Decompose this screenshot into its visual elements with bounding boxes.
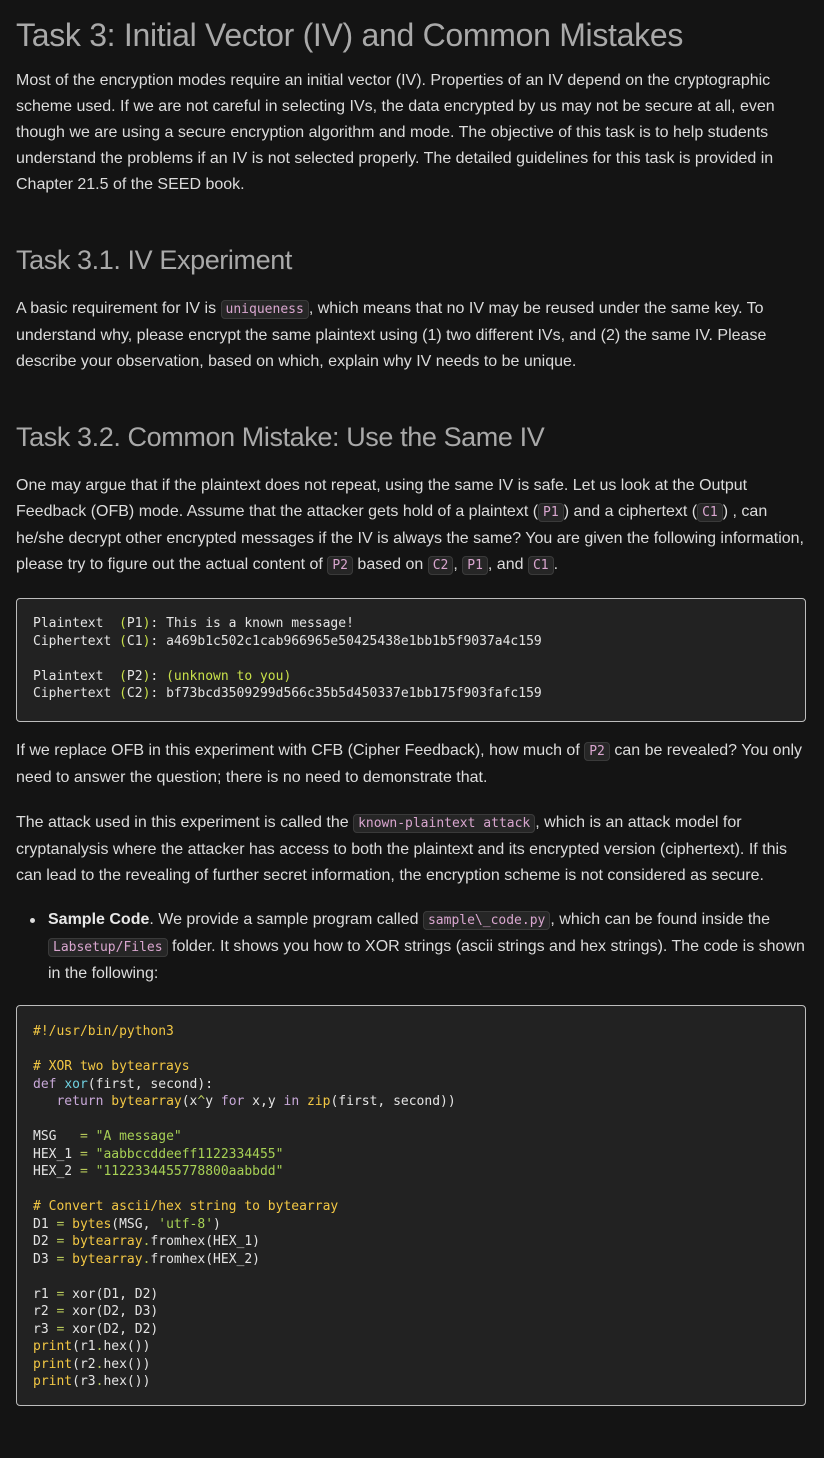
code-colon: : bbox=[150, 668, 167, 684]
code-value: This is a known message! bbox=[166, 616, 354, 631]
text-span: . bbox=[553, 556, 559, 573]
code-text: (r3 bbox=[72, 1374, 96, 1389]
code-variable: MSG bbox=[33, 1129, 80, 1144]
code-line-hex1 bbox=[33, 1146, 789, 1164]
code-keyword: in bbox=[283, 1094, 300, 1109]
text-span: , which is an attack model for cryptanalysis where the attacker has access to both the plaintext and its encrypted version (ciphertext). If this can lead to the revealing of further secret information, the encryption scheme is not considered as secure. bbox=[16, 814, 788, 884]
code-blank-line bbox=[33, 1268, 789, 1286]
code-line-print-r1 bbox=[33, 1338, 789, 1356]
code-operator: . bbox=[142, 1234, 151, 1249]
code-line-plaintext-p1 bbox=[33, 615, 789, 633]
code-paren: ) bbox=[283, 668, 292, 684]
code-builtin: print bbox=[33, 1356, 73, 1372]
code-keyword: def bbox=[33, 1076, 57, 1092]
attack-paragraph bbox=[16, 810, 806, 889]
code-label: Plaintext bbox=[33, 668, 120, 684]
code-line-d1 bbox=[33, 1216, 789, 1234]
code-paren: ( bbox=[119, 633, 127, 649]
inline-code-c2: C2 bbox=[428, 556, 454, 575]
code-keyword: for bbox=[220, 1094, 245, 1109]
code-text: xor(D1, D2) bbox=[64, 1286, 159, 1302]
code-colon: : bbox=[150, 686, 167, 701]
code-variable: D2 bbox=[33, 1234, 57, 1249]
sample-code-block[interactable] bbox=[16, 1005, 806, 1406]
inline-code-c1: C1 bbox=[528, 556, 554, 575]
code-line-return bbox=[33, 1093, 789, 1111]
code-blank-line bbox=[33, 1111, 789, 1129]
code-variable: r1 bbox=[33, 1286, 57, 1302]
code-operator: = bbox=[79, 1164, 88, 1179]
inline-code-p2: P2 bbox=[327, 556, 353, 575]
code-builtin: bytes bbox=[72, 1216, 112, 1232]
code-operator: . bbox=[95, 1374, 104, 1389]
code-label: Ciphertext bbox=[33, 633, 120, 649]
inline-code-labsetup-files: Labsetup/Files bbox=[48, 938, 168, 957]
intro-paragraph: Most of the encryption modes require an initial vector (IV). Properties of an IV depend on the cryptographic scheme used. If we are not careful in selecting IVs, the data encrypted by us may not be secure at all, even though we are using a secure encryption algorithm and mode. The objective of this task is to help students understand the problems if an IV is not selected properly. The detailed guidelines for this task is provided in Chapter 21.5 of the SEED book. bbox=[16, 72, 775, 193]
code-builtin: bytearray bbox=[72, 1251, 143, 1267]
code-operator: = bbox=[56, 1286, 65, 1302]
code-operator: . bbox=[95, 1339, 104, 1354]
code-text: hex()) bbox=[103, 1356, 151, 1372]
code-variable: r3 bbox=[33, 1321, 57, 1337]
code-indent bbox=[33, 1094, 56, 1109]
code-text: fromhex(HEX_1) bbox=[150, 1234, 260, 1249]
code-value: a469b1c502c1cab966965e50425438e1bb1b5f9037a4c159 bbox=[166, 633, 542, 649]
text-span: . We provide a sample program called bbox=[149, 911, 423, 928]
code-string: "1122334455778800aabbdd" bbox=[95, 1164, 284, 1179]
code-line-def bbox=[33, 1076, 789, 1094]
text-span: folder. It shows you how to XOR strings (ascii strings and hex strings). The code is shown in the following: bbox=[48, 938, 805, 982]
code-line-ciphertext-c2 bbox=[33, 685, 789, 703]
code-line-d2 bbox=[33, 1233, 789, 1251]
inline-code-c1: C1 bbox=[697, 503, 723, 522]
inline-code-p2: P2 bbox=[584, 742, 610, 761]
code-blank-line bbox=[33, 1181, 789, 1199]
code-builtin: bytearray bbox=[72, 1234, 143, 1249]
code-builtin: bytearray bbox=[111, 1094, 182, 1109]
code-tag: C2 bbox=[126, 686, 143, 701]
code-text: (r2 bbox=[72, 1356, 96, 1372]
inline-code-sample-code-py: sample\_code.py bbox=[423, 911, 550, 930]
code-paren: ) bbox=[142, 686, 151, 701]
code-builtin: zip bbox=[306, 1094, 331, 1109]
text-span: If we replace OFB in this experiment with CFB (Cipher Feedback), how much of bbox=[16, 742, 585, 759]
inline-code-uniqueness: uniqueness bbox=[221, 300, 309, 319]
code-text: xor(D2, D2) bbox=[64, 1321, 159, 1337]
code-line-plaintext-p2 bbox=[33, 668, 789, 686]
code-paren: ( bbox=[119, 686, 127, 701]
code-text: (r1 bbox=[72, 1339, 96, 1354]
bullet-list bbox=[16, 907, 806, 987]
code-label: Plaintext bbox=[33, 616, 120, 631]
text-span: ) , can he/she decrypt other encrypted messages if the IV is always the same? You are given the following information, please try to figure out the actual content of bbox=[16, 503, 804, 573]
code-paren: ) bbox=[142, 616, 151, 631]
code-builtin: print bbox=[33, 1374, 73, 1389]
text-span: ) and a ciphertext ( bbox=[563, 503, 698, 520]
code-text: hex()) bbox=[103, 1374, 151, 1389]
text-span: , which can be found inside the bbox=[550, 911, 771, 928]
inline-code-p1: P1 bbox=[538, 503, 564, 522]
text-span: , bbox=[453, 556, 463, 573]
code-line-shebang: #!/usr/bin/python3 bbox=[33, 1024, 174, 1039]
text-span: The attack used in this experiment is called the bbox=[16, 814, 354, 831]
code-variable: D1 bbox=[33, 1216, 57, 1232]
code-operator: = bbox=[79, 1129, 88, 1144]
code-keyword: return bbox=[56, 1094, 104, 1109]
code-string: "aabbccddeeff1122334455" bbox=[95, 1146, 284, 1162]
text-span: can be revealed? You only need to answer the question; there is no need to demonstrate that. bbox=[16, 742, 803, 786]
code-builtin: print bbox=[33, 1339, 73, 1354]
code-text: (x bbox=[181, 1094, 198, 1109]
page-title: Task 3: Initial Vector (IV) and Common Mistakes bbox=[16, 17, 684, 53]
inline-code-p1: P1 bbox=[462, 556, 488, 575]
section-3-1-paragraph bbox=[16, 296, 806, 375]
code-variable: D3 bbox=[33, 1251, 57, 1267]
code-line-msg bbox=[33, 1128, 789, 1146]
code-line-r1 bbox=[33, 1286, 789, 1304]
code-variable: HEX_2 bbox=[33, 1164, 80, 1179]
code-line-print-r2 bbox=[33, 1356, 789, 1374]
known-data-code-block[interactable] bbox=[16, 598, 806, 722]
section-title-3-2: Task 3.2. Common Mistake: Use the Same IV bbox=[16, 422, 545, 452]
code-text: hex()) bbox=[103, 1339, 151, 1354]
code-tag: P2 bbox=[126, 668, 143, 684]
code-args: (first, second): bbox=[87, 1076, 214, 1092]
section-3-2-paragraph bbox=[16, 473, 806, 579]
text-span: , and bbox=[487, 556, 528, 573]
code-text: fromhex(HEX_2) bbox=[150, 1251, 260, 1267]
code-operator: = bbox=[56, 1321, 65, 1337]
bold-label: Sample Code bbox=[48, 911, 150, 928]
code-blank-line bbox=[33, 650, 789, 668]
code-value: bf73bcd3509299d566c35b5d450337e1bb175f903fafc159 bbox=[166, 686, 542, 701]
inline-code-known-plaintext-attack: known-plaintext attack bbox=[353, 814, 535, 833]
code-operator: . bbox=[142, 1251, 151, 1267]
code-colon: : bbox=[150, 633, 167, 649]
code-line-comment: # XOR two bytearrays bbox=[33, 1059, 190, 1074]
text-span: based on bbox=[352, 556, 428, 573]
code-operator: = bbox=[56, 1234, 65, 1249]
text-span: , which means that no IV may be reused under the same key. To understand why, please encrypt the same plaintext using (1) two different IVs, and (2) the same IV. Please describe your observation, based on which, explain why IV needs to be unique. bbox=[16, 300, 767, 370]
code-operator: = bbox=[56, 1304, 65, 1319]
code-operator: = bbox=[56, 1216, 65, 1232]
code-paren: ( bbox=[119, 616, 127, 631]
code-line-ciphertext-c1 bbox=[33, 633, 789, 651]
code-tag: P1 bbox=[126, 616, 143, 631]
code-text: y bbox=[205, 1094, 221, 1109]
cfb-question-paragraph bbox=[16, 738, 806, 791]
code-operator: . bbox=[95, 1356, 104, 1372]
code-colon: : bbox=[150, 616, 167, 631]
code-line-r2 bbox=[33, 1303, 789, 1321]
text-span: One may argue that if the plaintext does not repeat, using the same IV is safe. Let us look at the Output Feedback (OFB) mode. Assume that the attacker gets hold of a plaintext ( bbox=[16, 477, 748, 520]
code-text: (first, second)) bbox=[330, 1094, 456, 1109]
code-text: xor(D2, D3) bbox=[64, 1304, 159, 1319]
section-title-3-1: Task 3.1. IV Experiment bbox=[16, 245, 292, 275]
code-text: (MSG, bbox=[111, 1216, 159, 1232]
code-label: Ciphertext bbox=[33, 686, 120, 701]
code-tag: C1 bbox=[126, 633, 143, 649]
code-line-print-r3 bbox=[33, 1373, 789, 1391]
code-line-hex2 bbox=[33, 1163, 789, 1181]
code-paren: ) bbox=[142, 668, 151, 684]
code-paren: ( bbox=[119, 668, 127, 684]
bullet-item-sample-code bbox=[48, 907, 806, 987]
text-span: A basic requirement for IV is bbox=[16, 300, 221, 317]
code-variable: HEX_1 bbox=[33, 1146, 80, 1162]
code-line-r3 bbox=[33, 1321, 789, 1339]
code-paren: ) bbox=[142, 633, 151, 649]
code-value: unknown to you bbox=[173, 668, 284, 684]
code-operator: = bbox=[79, 1146, 88, 1162]
code-line-comment: # Convert ascii/hex string to bytearray bbox=[33, 1199, 339, 1214]
code-operator: = bbox=[56, 1251, 65, 1267]
code-blank-line bbox=[33, 1041, 789, 1059]
code-string: "A message" bbox=[95, 1129, 182, 1144]
code-variable: r2 bbox=[33, 1304, 57, 1319]
code-text: ) bbox=[213, 1216, 221, 1232]
code-operator: ^ bbox=[197, 1094, 206, 1109]
code-text: x,y bbox=[244, 1094, 284, 1109]
code-paren: ( bbox=[166, 668, 174, 684]
code-line-d3 bbox=[33, 1251, 789, 1269]
code-string: 'utf-8' bbox=[158, 1216, 214, 1232]
code-function-name: xor bbox=[64, 1076, 88, 1092]
